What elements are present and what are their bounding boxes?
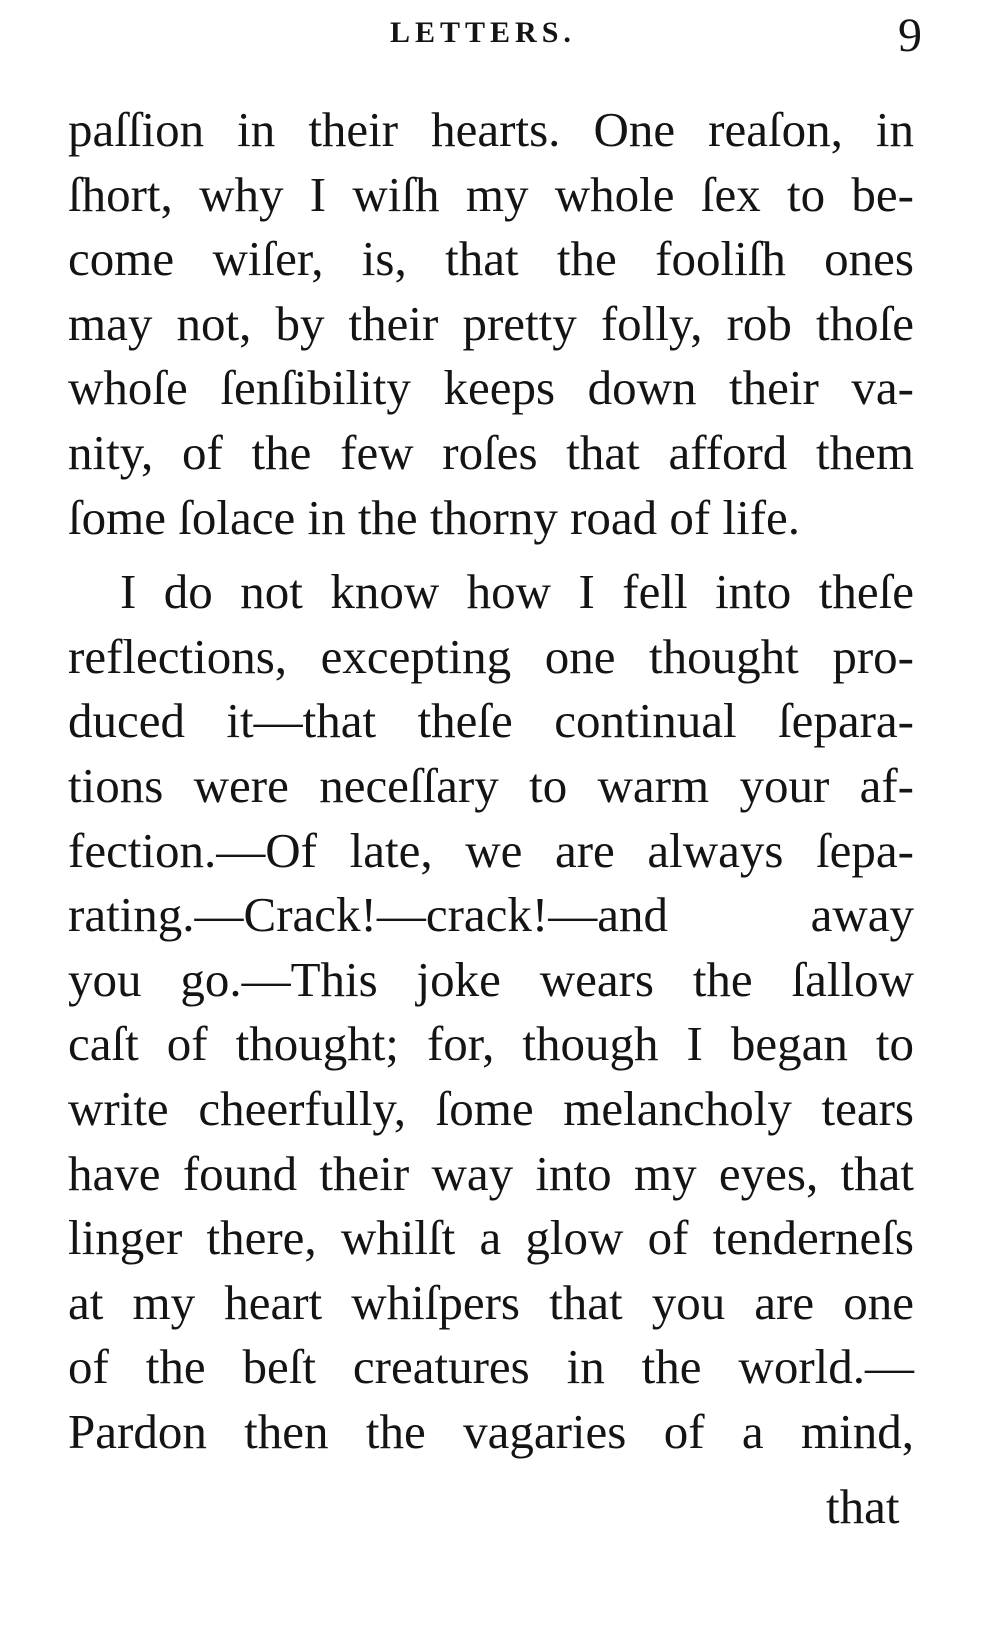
paragraph-2 (68, 560, 914, 1464)
paragraph-1 (68, 98, 914, 550)
catchword: that (826, 1479, 900, 1534)
text-line: duced it—that theſe continual ſepara- (68, 693, 914, 749)
text-line: have found their way into my eyes, that (68, 1145, 914, 1201)
text-line: rating.—Crack!—crack!—and away (68, 887, 914, 943)
text-line: ſome ſolace in the thorny road of life. (68, 489, 801, 545)
text-line: paſſion in their hearts. One reaſon, in (68, 102, 914, 157)
text-line: tions were neceſſary to warm your af- (68, 757, 914, 813)
text-line: linger there, whilſt a glow of tenderneſs (68, 1210, 914, 1266)
text-line: ſhort, why I wiſh my whole ſex to be- (68, 166, 914, 222)
text-line: nity, of the few roſes that afford them (68, 424, 914, 480)
paragraph-gap (68, 550, 914, 560)
text-line: whoſe ſenſibility keeps down their va- (68, 360, 914, 416)
text-line: at my heart whiſpers that you are one (68, 1274, 914, 1330)
text-line: may not, by their pretty folly, rob thoſe (68, 295, 914, 351)
text-line: come wiſer, is, that the fooliſh ones (68, 231, 914, 287)
page-number: 9 (898, 9, 922, 62)
text-line: fection.—Of late, we are always ſepa- (68, 822, 914, 878)
text-line: caſt of thought; for, though I began to (68, 1016, 914, 1072)
text-line: write cheerfully, ſome melancholy tears (68, 1080, 914, 1136)
text-line: of the beſt creatures in the world.— (68, 1339, 914, 1395)
running-head: LETTERS. (390, 16, 576, 49)
text-line: Pardon then the vagaries of a mind, (68, 1403, 914, 1459)
body-text (68, 98, 914, 1464)
text-line: I do not know how I fell into theſe (120, 564, 914, 620)
text-line: reflections, excepting one thought pro- (68, 628, 914, 684)
text-line: you go.—This joke wears the ſallow (68, 951, 914, 1007)
